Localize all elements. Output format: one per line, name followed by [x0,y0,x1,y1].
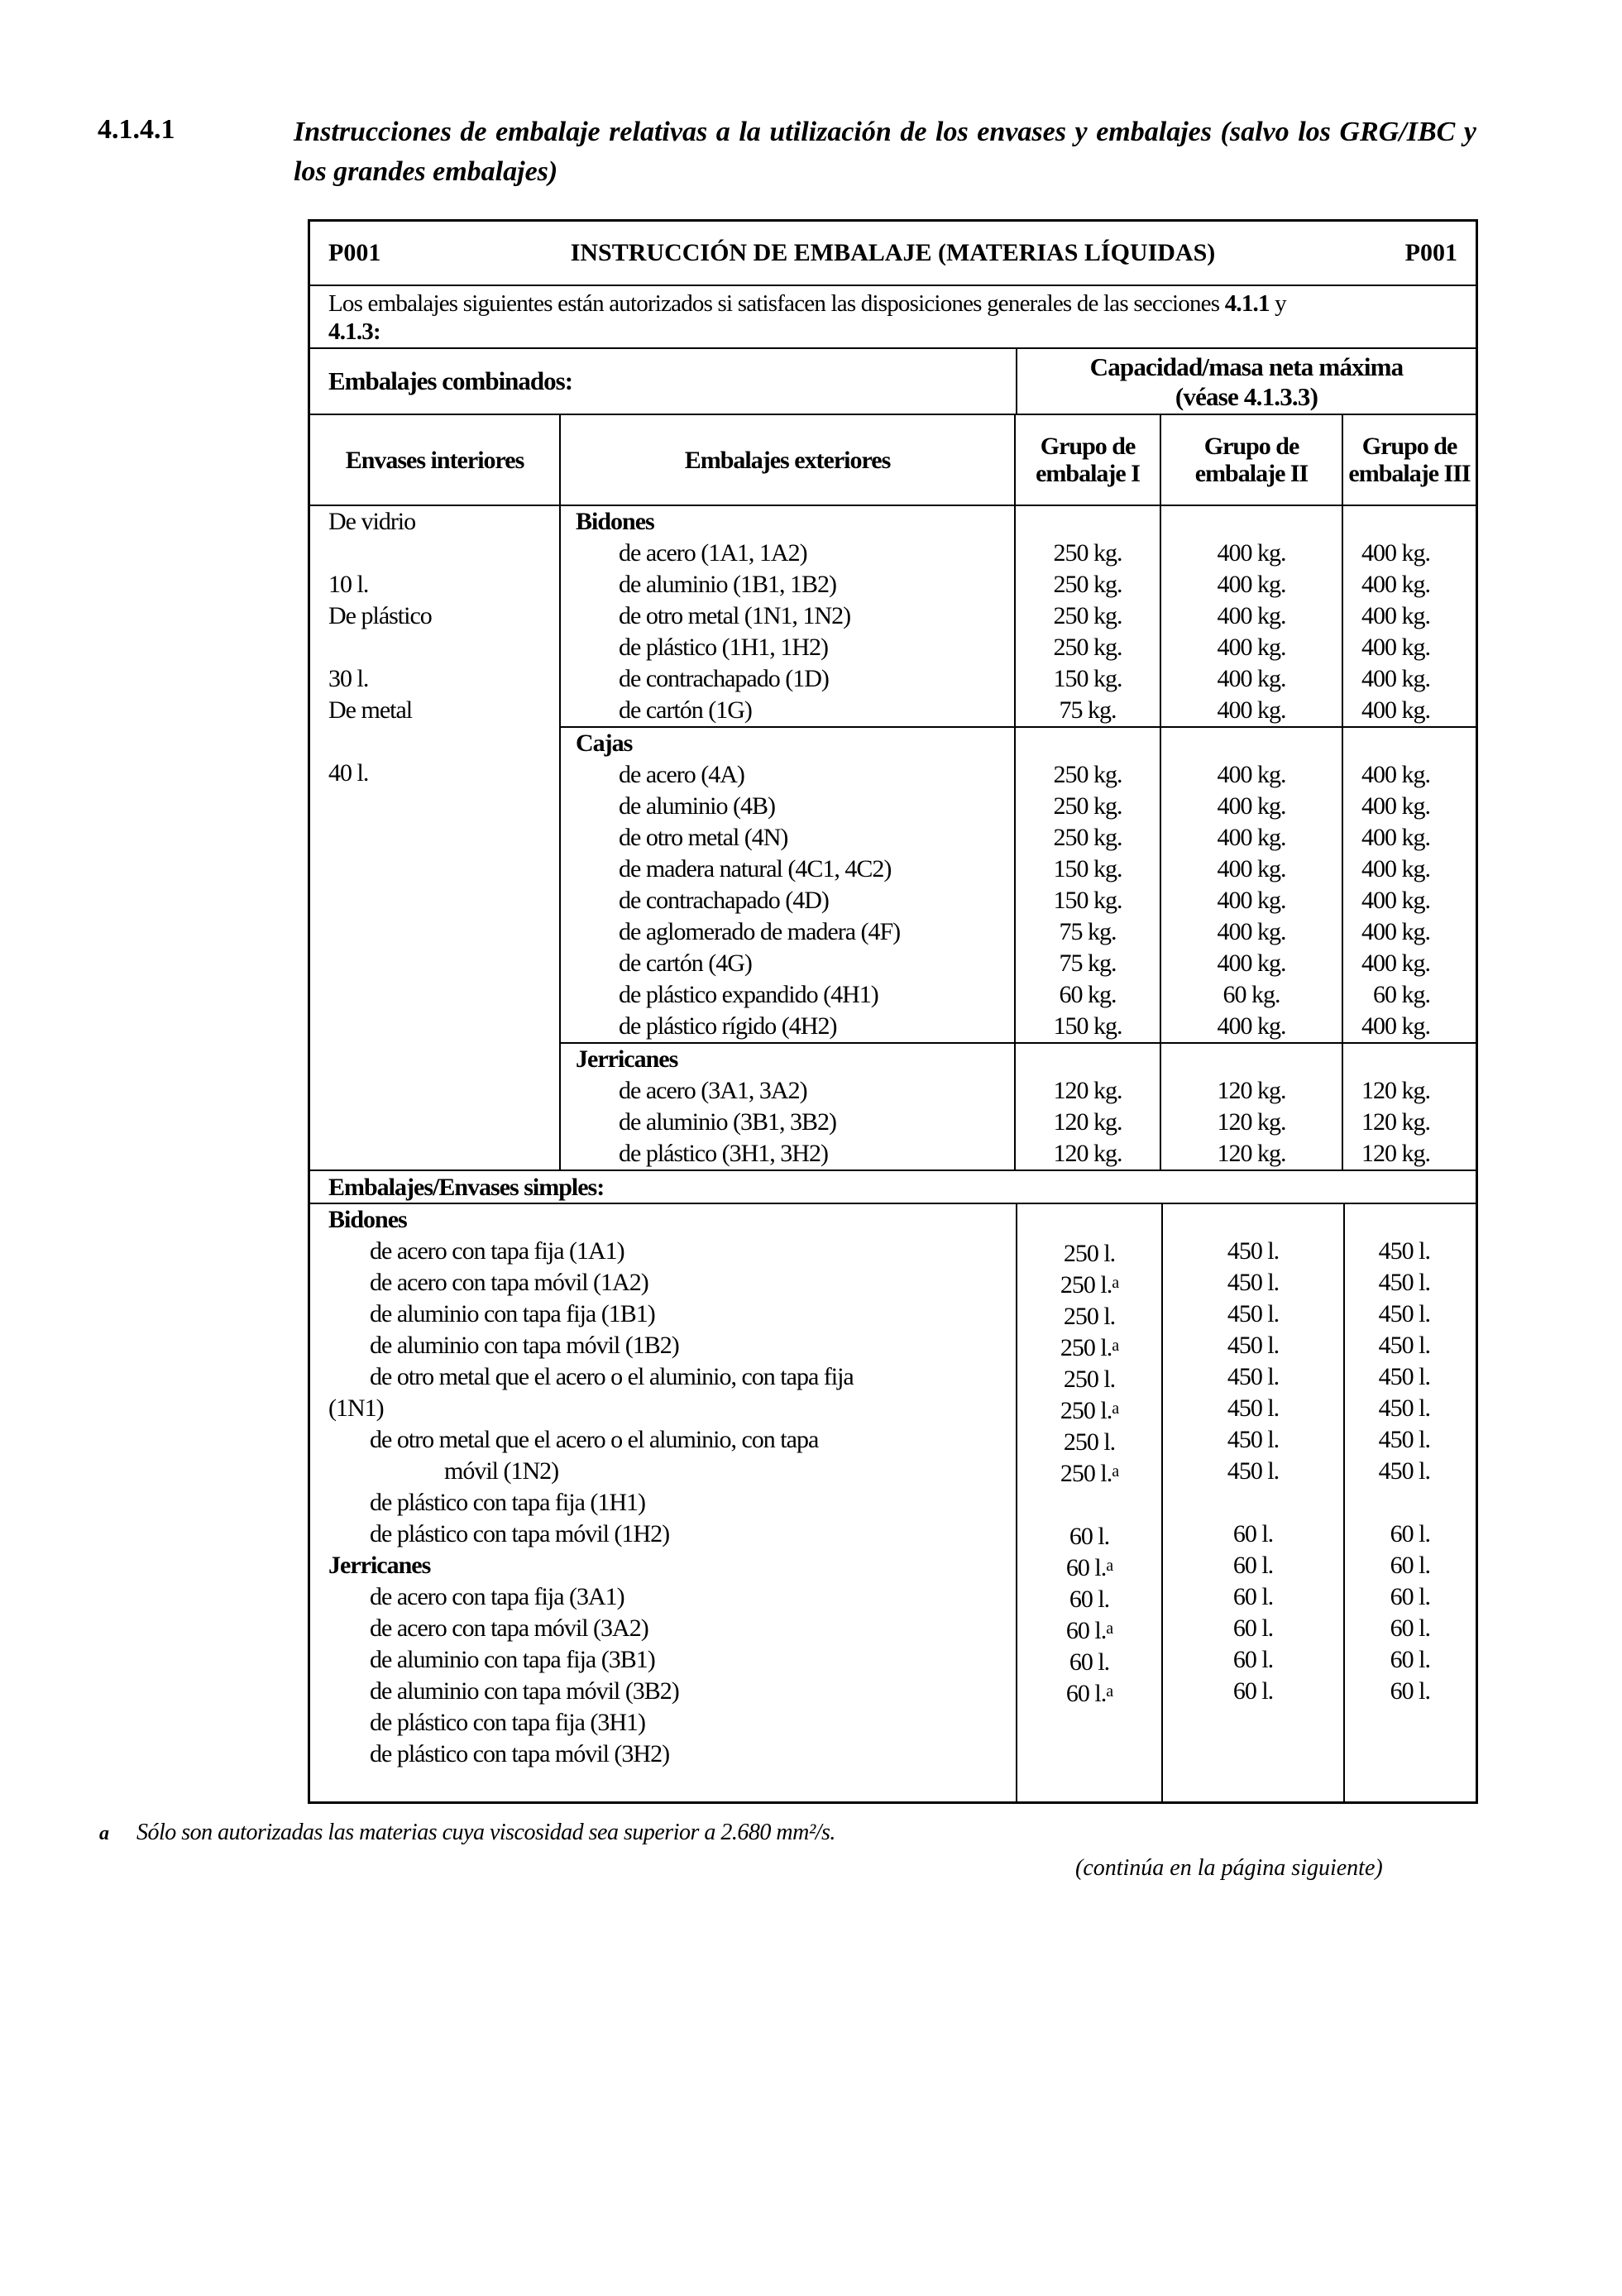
g2-value: 400 kg. [1217,665,1286,692]
packing-instruction-table [308,219,1478,1804]
simple-g3-value: 60 l. [1390,1583,1430,1610]
continuation-note: (continúa en la página siguiente) [1075,1855,1383,1881]
simple-g3-value: 450 l. [1378,1237,1430,1265]
instruction-code-right: P001 [1404,239,1457,266]
combined-body [310,506,1476,1170]
inner-packaging-item: De vidrio [328,508,416,535]
outer-packaging-item: de acero (4A) [619,761,744,788]
simple-packaging-item: de aluminio con tapa móvil (3B2) [370,1677,679,1705]
simple-g1-value [1017,1236,1161,1267]
simple-packaging-item: de acero con tapa fija (1A1) [370,1237,624,1265]
g2-column [1161,506,1343,726]
g3-value: 400 kg. [1361,949,1430,977]
g1-value: 60 kg. [1059,981,1117,1008]
simple-packaging-item: Bidones [328,1206,407,1233]
g3-value: 400 kg. [1361,665,1430,692]
g1-value: 120 kg. [1053,1140,1122,1167]
outer-desc-column [561,506,1016,726]
g3-value: 400 kg. [1361,539,1430,567]
g1-amount: 60 l. [1069,1586,1110,1613]
g2-value: 400 kg. [1217,824,1286,851]
simple-g2-value: 450 l. [1227,1332,1280,1359]
g2-value: 400 kg. [1217,696,1286,724]
simple-g3-value: 60 l. [1390,1520,1430,1547]
simple-g3-value [1345,1739,1476,1770]
simple-g1-value [1017,1456,1161,1487]
inner-packaging-item [310,538,559,569]
col-g3-header: Grupo de embalaje III [1348,433,1471,487]
inner-packaging-item: 30 l. [328,665,369,692]
simple-g1-value [1017,1393,1161,1424]
intro-and: y [1269,290,1286,317]
simple-g3-value: 450 l. [1378,1363,1430,1390]
simple-packaging-item: móvil (1N2) [444,1457,559,1485]
g1-amount: 250 l. [1063,1366,1116,1393]
g3-value: 400 kg. [1361,855,1430,883]
g1-amount: 250 l. [1060,1271,1112,1299]
g3-value: 400 kg. [1361,824,1430,851]
simple-g1-value [1017,1676,1161,1707]
spacer [1016,506,1160,538]
g2-value: 400 kg. [1217,539,1286,567]
g1-amount: 250 l. [1063,1240,1116,1267]
g1-amount: 60 l. [1065,1617,1107,1644]
simple-packaging-item: de acero con tapa móvil (1A2) [370,1269,648,1296]
g1-column [1016,1044,1161,1170]
simple-g3-value [1345,1487,1476,1519]
simple-g3-value: 450 l. [1378,1394,1430,1422]
simple-g2-value: 60 l. [1232,1583,1274,1610]
g2-value: 400 kg. [1217,918,1286,945]
simple-packaging-item: de plástico con tapa móvil (3H2) [370,1740,670,1767]
g1-amount: 60 l. [1065,1554,1107,1581]
g3-column [1343,506,1476,726]
simple-g2-value: 60 l. [1232,1520,1274,1547]
g2-value: 400 kg. [1217,571,1286,598]
g2-value: 120 kg. [1217,1140,1286,1167]
section-title: Instrucciones de embalaje relativas a la utilización de los envases y embalajes (salvo los GRG/IBC y los grandes embalajes) [294,117,1476,187]
g2-value: 120 kg. [1217,1108,1286,1136]
g1-amount: 250 l. [1060,1397,1112,1424]
simple-packaging-item: de aluminio con tapa fija (3B1) [370,1646,655,1673]
g3-value: 400 kg. [1361,602,1430,629]
instruction-code-left: P001 [328,239,381,266]
simple-g2-column [1163,1204,1345,1801]
simple-packaging-item: de otro metal que el acero o el aluminio, con tapa [370,1426,819,1453]
g1-value: 250 kg. [1053,634,1122,661]
g1-value: 250 kg. [1053,602,1122,629]
spacer [1343,728,1476,759]
simple-desc-column [310,1204,1017,1801]
simple-packaging-item: de acero con tapa fija (3A1) [370,1583,624,1610]
g3-value: 400 kg. [1361,761,1430,788]
g2-value: 60 kg. [1222,981,1280,1008]
spacer [310,1770,1016,1801]
simple-g1-value [1017,1424,1161,1456]
g1-value: 120 kg. [1053,1108,1122,1136]
simple-g3-value: 60 l. [1390,1677,1430,1705]
simple-g2-value: 450 l. [1227,1457,1280,1485]
simple-packaging-item: de plástico con tapa móvil (1H2) [370,1520,670,1547]
instruction-header [310,222,1476,286]
inner-packaging-item: De plástico [328,602,432,629]
simple-g2-value: 60 l. [1232,1552,1274,1579]
simple-g3-value: 450 l. [1378,1457,1430,1485]
simple-packaging-item: de aluminio con tapa móvil (1B2) [370,1332,679,1359]
simple-g3-value [1345,1204,1476,1236]
g2-value: 400 kg. [1217,602,1286,629]
inner-packaging-item: 40 l. [328,759,369,787]
simple-g1-value [1017,1519,1161,1550]
outer-desc-column [561,1044,1016,1170]
g3-column [1343,728,1476,1042]
section-number: 4.1.4.1 [98,114,175,145]
spacer [1343,1044,1476,1075]
outer-packaging-item: de plástico expandido (4H1) [619,981,878,1008]
intro-ref-1: 4.1.1 [1224,290,1270,317]
g3-column [1343,1044,1476,1170]
outer-packaging-item: de contrachapado (4D) [619,887,829,914]
g1-amount: 60 l. [1069,1523,1110,1550]
instruction-intro [310,286,1476,349]
outer-packaging-item: de plástico (1H1, 1H2) [619,634,828,661]
g1-amount: 60 l. [1065,1680,1107,1707]
g1-value: 250 kg. [1053,824,1122,851]
inner-packagings-column [310,506,561,1170]
outer-packaging-item: de otro metal (1N1, 1N2) [619,602,851,629]
g1-value: 150 kg. [1053,887,1122,914]
spacer [1343,506,1476,538]
g1-value: 75 kg. [1059,918,1117,945]
simple-g1-value [1017,1613,1161,1644]
g2-value: 400 kg. [1217,855,1286,883]
simple-packaging-item: de otro metal que el acero o el aluminio, con tapa fija [370,1363,854,1390]
simple-g2-value: 450 l. [1227,1300,1280,1327]
g3-value: 400 kg. [1361,634,1430,661]
simple-packaging-item: (1N1) [328,1394,384,1422]
simple-packaging-item: de plástico con tapa fija (3H1) [370,1709,646,1736]
g1-column [1016,506,1161,726]
column-headers [310,415,1476,506]
simple-g1-value [1017,1581,1161,1613]
simple-g1-column [1017,1204,1163,1801]
footnote-ref: a [1112,1274,1119,1292]
g2-value: 400 kg. [1217,792,1286,820]
outer-packaging-item: de cartón (1G) [619,696,752,724]
g3-value: 60 kg. [1373,981,1430,1008]
simple-g2-value [1163,1707,1343,1739]
outer-packaging-item: de acero (3A1, 3A2) [619,1077,807,1104]
simple-packaging-item: de plástico con tapa fija (1H1) [370,1489,646,1516]
simple-g2-value: 60 l. [1232,1646,1274,1673]
g1-amount: 60 l. [1069,1648,1110,1676]
simple-g2-value: 450 l. [1227,1363,1280,1390]
outer-packaging-item: de aluminio (3B1, 3B2) [619,1108,836,1136]
g3-value: 400 kg. [1361,918,1430,945]
outer-packaging-item: de acero (1A1, 1A2) [619,539,807,567]
simple-g1-value [1017,1361,1161,1393]
outer-group-cajas [561,728,1476,1044]
g1-value: 120 kg. [1053,1077,1122,1104]
simple-g3-value: 450 l. [1378,1332,1430,1359]
outer-packaging-item: de aluminio (4B) [619,792,775,820]
simple-packaging-item: de acero con tapa móvil (3A2) [370,1614,648,1642]
g3-value: 400 kg. [1361,1012,1430,1040]
col-inner-header: Envases interiores [310,415,561,505]
simple-g2-value [1163,1487,1343,1519]
g3-value: 120 kg. [1361,1140,1430,1167]
outer-packaging-item: de madera natural (4C1, 4C2) [619,855,892,883]
inner-packaging-item [310,726,559,758]
simple-g3-value: 60 l. [1390,1646,1430,1673]
simple-g1-value [1017,1487,1161,1519]
outer-packaging-item: de aglomerado de madera (4F) [619,918,901,945]
simple-g2-value: 450 l. [1227,1237,1280,1265]
outer-desc-column [561,728,1016,1042]
simple-g3-value: 450 l. [1378,1300,1430,1327]
inner-packaging-item: De metal [328,696,413,724]
footnote-ref: a [1112,1399,1119,1418]
outer-group-bidones [561,506,1476,728]
simple-g2-value: 60 l. [1232,1614,1274,1642]
simple-g3-value [1345,1707,1476,1739]
g2-column [1161,728,1343,1042]
simple-g3-value: 450 l. [1378,1426,1430,1453]
footnote-ref: a [1112,1462,1119,1480]
intro-text: Los embalajes siguientes están autorizados si satisfacen las disposiciones generales de las secciones [328,290,1225,317]
g1-value: 250 kg. [1053,761,1122,788]
simple-packaging-item: Jerricanes [328,1552,431,1579]
outer-packaging-item: de contrachapado (1D) [619,665,829,692]
footnote-ref: a [1112,1337,1119,1355]
g3-value: 400 kg. [1361,887,1430,914]
g3-value: 400 kg. [1361,792,1430,820]
spacer [1016,1044,1160,1075]
simple-g2-value [1163,1204,1343,1236]
g3-value: 400 kg. [1361,696,1430,724]
g1-amount: 250 l. [1060,1334,1112,1361]
outer-packaging-item: de otro metal (4N) [619,824,788,851]
simple-g3-column [1345,1204,1476,1801]
inner-packaging-item: 10 l. [328,571,369,598]
g1-value: 150 kg. [1053,665,1122,692]
g1-value: 250 kg. [1053,792,1122,820]
outer-packaging-item: de aluminio (1B1, 1B2) [619,571,836,598]
simple-g2-value: 450 l. [1227,1269,1280,1296]
g2-value: 120 kg. [1217,1077,1286,1104]
col-g2-header: Grupo de embalaje II [1161,415,1343,505]
g2-value: 400 kg. [1217,634,1286,661]
g1-value: 250 kg. [1053,539,1122,567]
g1-value: 75 kg. [1059,949,1117,977]
simple-g1-value [1017,1739,1161,1770]
simple-body [310,1204,1476,1801]
capacity-header-line1: Capacidad/masa neta máxima [1089,352,1404,381]
simple-g1-value [1017,1644,1161,1676]
g1-column [1016,728,1161,1042]
simple-packaging-item: de aluminio con tapa fija (1B1) [370,1300,655,1327]
simple-header: Embalajes/Envases simples: [310,1170,1476,1204]
g1-amount: 250 l. [1063,1428,1116,1456]
outer-packaging-item: de plástico (3H1, 3H2) [619,1140,828,1167]
spacer [1161,1044,1342,1075]
spacer [1161,728,1342,759]
g1-value: 150 kg. [1053,1012,1122,1040]
group-title: Cajas [576,729,633,757]
g1-value: 75 kg. [1059,696,1117,724]
outer-packaging-item: de plástico rígido (4H2) [619,1012,837,1040]
g3-value: 400 kg. [1361,571,1430,598]
footnote-ref: a [1106,1619,1113,1638]
intro-ref-2: 4.1.3: [328,318,380,345]
simple-g1-value [1017,1707,1161,1739]
col-outer-header: Embalajes exteriores [561,415,1016,505]
simple-g2-value: 450 l. [1227,1394,1280,1422]
simple-g2-value: 450 l. [1227,1426,1280,1453]
g1-value: 250 kg. [1053,571,1122,598]
g2-value: 400 kg. [1217,761,1286,788]
footnote-ref: a [1106,1682,1113,1700]
group-title: Bidones [576,508,654,535]
footnote-mark: a [99,1823,109,1844]
g1-amount: 250 l. [1063,1303,1116,1330]
group-title: Jerricanes [576,1045,678,1073]
g3-value: 120 kg. [1361,1077,1430,1104]
spacer [1016,728,1160,759]
simple-g1-value [1017,1330,1161,1361]
combined-label: Embalajes combinados: [310,349,1017,414]
g1-amount: 250 l. [1060,1460,1112,1487]
footnote-ref: a [1106,1557,1113,1575]
simple-g3-value: 60 l. [1390,1614,1430,1642]
simple-g3-value: 60 l. [1390,1552,1430,1579]
col-g1-header: Grupo de embalaje I [1016,415,1161,505]
g1-value: 150 kg. [1053,855,1122,883]
simple-g1-value [1017,1550,1161,1581]
g2-value: 400 kg. [1217,887,1286,914]
simple-g2-value: 60 l. [1232,1677,1274,1705]
simple-g1-value [1017,1299,1161,1330]
g2-value: 400 kg. [1217,1012,1286,1040]
capacity-header [1017,349,1476,414]
g2-value: 400 kg. [1217,949,1286,977]
footnote-text: Sólo son autorizadas las materias cuya viscosidad sea superior a 2.680 mm²/s. [136,1820,835,1845]
g3-value: 120 kg. [1361,1108,1430,1136]
combined-header [310,349,1476,415]
outer-group-jerricanes [561,1044,1476,1170]
outer-groups [561,506,1476,1170]
simple-g2-value [1163,1739,1343,1770]
capacity-header-line2: (véase 4.1.3.3) [1175,382,1318,411]
simple-g1-value [1017,1267,1161,1299]
g2-column [1161,1044,1343,1170]
instruction-title: INSTRUCCIÓN DE EMBALAJE (MATERIAS LÍQUIDAS) [570,239,1216,266]
spacer [1161,506,1342,538]
simple-g1-value [1017,1204,1161,1236]
outer-packaging-item: de cartón (4G) [619,949,752,977]
inner-packaging-item [310,632,559,663]
simple-g3-value: 450 l. [1378,1269,1430,1296]
